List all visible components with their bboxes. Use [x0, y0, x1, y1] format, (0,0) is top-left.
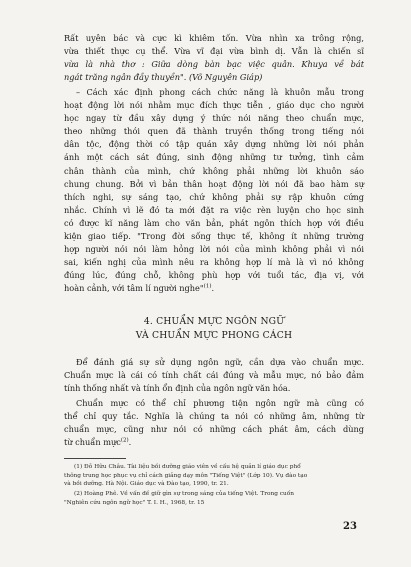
page-number: 23 — [343, 521, 357, 532]
footnote-mark: (1) — [203, 283, 212, 290]
text-line — [64, 436, 364, 449]
text-line: chuẩn mực, cũng như nói có những cách phát âm, cách dùng — [64, 424, 364, 435]
paragraph-functional-style — [64, 86, 364, 296]
text-line: dân tộc, động thời có tập quán xây dựng những lời nói phản — [64, 139, 364, 150]
section-heading — [64, 315, 364, 343]
heading-line: 4. CHUẨN MỰC NGÔN NGỮ — [143, 316, 285, 327]
footnote-line: thông trung học phục vụ chỉ cách giảng dạy môn "Tiếng Việt" (Lớp 10). Vụ đào tạo — [64, 472, 308, 479]
footnote-line: (2) Hoàng Phê. Về vấn đề giữ gìn sự trong sáng của tiếng Việt. Trong cuốn — [74, 491, 295, 497]
text-line: đúng lúc, đúng chỗ, không phù hợp với tuổi tác, địa vị, với — [64, 270, 364, 281]
text-fragment: . — [211, 283, 215, 294]
text-fragment: hoàn cảnh, với tâm lí người nghe" — [64, 283, 204, 294]
paragraph-standard — [64, 356, 364, 395]
footnote-2 — [64, 490, 364, 507]
text-line: thích nghi, sự sáng tạo, chứ không phải sự rập khuôn cứng — [64, 191, 364, 202]
footnote-1 — [64, 463, 364, 489]
text-fragment: từ chuẩn mực — [64, 437, 121, 448]
text-line: nhắc. Chính vì lẽ đó ta mới đặt ra việc rèn luyện cho học sinh — [64, 204, 364, 215]
text-line: chân thành của mình, chứ không phải những lời khuôn sáo — [64, 165, 364, 176]
heading-line: VÀ CHUẨN MỰC PHONG CÁCH — [135, 330, 293, 341]
footnote-line: và bồi dưỡng. Hà Nội. Giáo dục và Đào tạo, 1990, tr. 21. — [64, 481, 229, 488]
text-line: hoạt động lời nói nhằm mục đích thực tiễn , giáo dục cho người — [64, 100, 364, 111]
text-line: chung chung. Bởi vì bản thân hoạt động lời nói đã bao hàm sự — [64, 178, 364, 189]
text-line: thể chỉ quy tắc. Nghĩa là chúng ta nói có những âm, những từ — [64, 411, 364, 422]
text-line: Chuẩn mực có thể chỉ phương tiện ngôn ngữ mà cũng có — [76, 398, 364, 408]
text-line: ngát trăng ngân đầy thuyền". (Võ Nguyên Giáp) — [64, 72, 263, 83]
text-line — [64, 282, 364, 295]
paragraph-quote-continuation — [64, 32, 364, 84]
text-line: vừa thiết thực cụ thể. Vừa vĩ đại vừa bình dị. Vẫn là chiến sĩ — [64, 46, 364, 57]
text-line: theo những thói quen đã thành truyền thống trong tiếng nói — [64, 126, 364, 137]
text-line: Chuẩn mực là cái có tính chất cái đúng và mẫu mực, nó bảo đảm — [64, 370, 364, 381]
text-fragment: . — [128, 437, 132, 448]
paragraph-standard-rules — [64, 397, 364, 449]
text-line: Rất uyên bác và cực kì khiêm tốn. Vừa nhìn xa trông rộng, — [64, 33, 364, 43]
text-line: có được kĩ năng làm cho văn bản, phát ngôn thích hợp với điều — [64, 217, 364, 228]
text-line: kiện giao tiếp. "Trong đời sống thực tế, không ít những trường — [64, 231, 364, 242]
footnote-mark: (2) — [120, 437, 129, 444]
text-line: sai, kiến nghị của mình nêu ra không hợp lí mà là vì nó không — [64, 257, 364, 268]
text-line: ánh một cách sát đúng, sinh động những tư tưởng, tình cảm — [64, 152, 364, 163]
footnote-line: "Nghiên cứu ngôn ngữ học" T. I. H., 1968, tr. 15 — [64, 499, 205, 506]
text-line: hợp người nói nói làm hỏng lời nói của mình không phải vì nói — [64, 244, 364, 255]
footnote-divider — [64, 458, 126, 459]
text-line: tính thống nhất và tính ổn định của ngôn ngữ văn hóa. — [64, 383, 291, 394]
text-line: Để đánh giá sự sử dụng ngôn ngữ, cần dựa vào chuẩn mực. — [76, 357, 364, 367]
footnote-line: (1) Đỗ Hữu Châu. Tài liệu bồi dưỡng giáo viên về cấu hệ quản lí giáo dục phổ — [74, 464, 301, 470]
text-line: vừa là nhà thơ : Giữa dòng bàn bạc việc quân. Khuya về bát — [64, 59, 364, 70]
text-line: học ngay từ đầu xây dựng ý thức nói năng theo chuẩn mực, — [64, 113, 364, 124]
text-line: – Cách xác định phong cách chức năng là khuôn mẫu trong — [76, 87, 364, 97]
